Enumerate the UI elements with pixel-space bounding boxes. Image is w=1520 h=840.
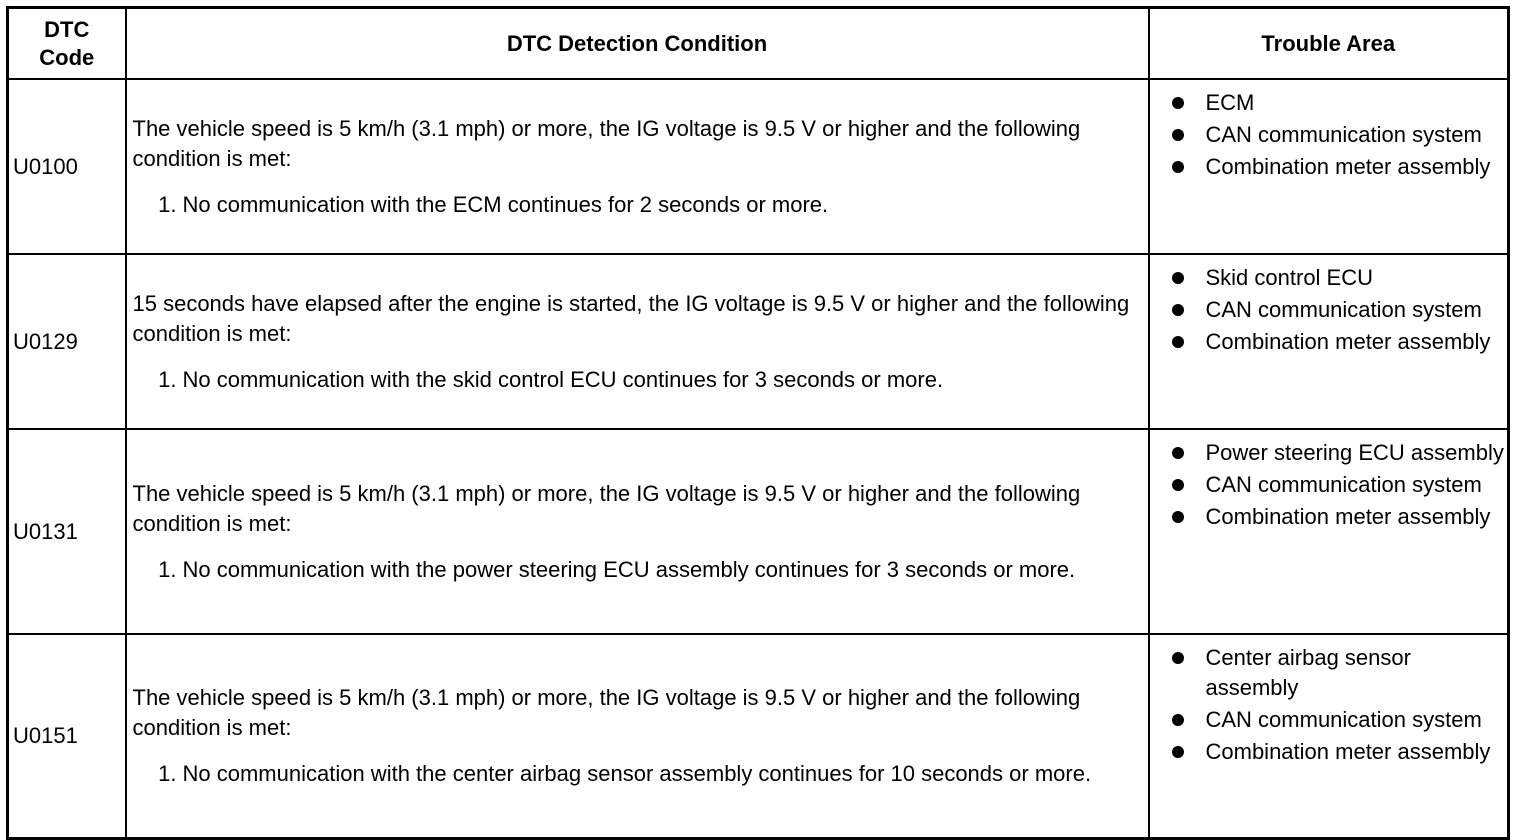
list-item: [1150, 438, 1508, 468]
trouble-area: [1149, 429, 1509, 634]
condition-steps: [133, 190, 1142, 220]
list-item: [1150, 502, 1508, 532]
condition-step: [133, 555, 1142, 585]
step-number: 1.: [158, 191, 177, 217]
dtc-code: U0100: [8, 79, 126, 254]
list-item: [1150, 470, 1508, 500]
step-text: No communication with the power steering ECU assembly continues for 3 seconds or more.: [182, 556, 1076, 582]
detection-condition: [126, 634, 1149, 839]
condition-intro: 15 seconds have elapsed after the engine is started, the IG voltage is 9.5 V or higher and the following condition is met:: [132, 290, 1130, 346]
header-dtc-code-label: DTC Code: [39, 16, 95, 70]
bullet-icon: [1150, 327, 1206, 357]
trouble-area-item: Combination meter assembly: [1205, 154, 1491, 179]
trouble-area-item: ECM: [1205, 90, 1255, 115]
header-row: [8, 8, 1509, 80]
dtc-code: U0131: [8, 429, 126, 634]
trouble-area: [1149, 79, 1509, 254]
header-detection-condition: DTC Detection Condition: [126, 8, 1149, 80]
bullet-icon: [1150, 152, 1206, 182]
condition-steps: [133, 365, 1142, 395]
bullet-icon: [1150, 120, 1206, 150]
trouble-area-item: Combination meter assembly: [1205, 739, 1491, 764]
table-row: [8, 79, 1509, 254]
list-item: [1150, 152, 1508, 182]
bullet-icon: [1150, 502, 1206, 532]
trouble-area: [1149, 634, 1509, 839]
detection-condition: [126, 79, 1149, 254]
step-number: 1.: [158, 761, 177, 786]
dtc-table: [6, 6, 1510, 840]
step-number: 1.: [158, 366, 177, 392]
trouble-area: [1149, 254, 1509, 429]
list-item: [1150, 120, 1508, 150]
bullet-icon: [1150, 470, 1206, 500]
trouble-area-item: CAN communication system: [1205, 122, 1482, 147]
bullet-icon: [1150, 263, 1206, 293]
list-item: [1150, 88, 1508, 118]
trouble-area-item: CAN communication system: [1205, 297, 1482, 322]
condition-steps: [133, 759, 1142, 789]
step-number: 1.: [158, 556, 177, 582]
trouble-area-item: Center airbag sensor assembly: [1205, 645, 1411, 700]
trouble-area-item: CAN communication system: [1205, 707, 1482, 732]
condition-step: [133, 190, 1142, 220]
detection-condition: [126, 254, 1149, 429]
trouble-area-item: Combination meter assembly: [1205, 504, 1491, 529]
list-item: [1150, 263, 1508, 293]
trouble-area-list: [1150, 438, 1508, 532]
trouble-area-list: [1150, 88, 1508, 182]
trouble-area-item: Power steering ECU assembly: [1205, 440, 1504, 465]
bullet-icon: [1150, 438, 1206, 468]
condition-intro: The vehicle speed is 5 km/h (3.1 mph) or more, the IG voltage is 9.5 V or higher and the following condition is met:: [132, 685, 1081, 740]
condition-intro: The vehicle speed is 5 km/h (3.1 mph) or more, the IG voltage is 9.5 V or higher and the following condition is met:: [132, 115, 1081, 171]
table-row: [8, 634, 1509, 839]
condition-intro: The vehicle speed is 5 km/h (3.1 mph) or more, the IG voltage is 9.5 V or higher and the following condition is met:: [132, 480, 1081, 536]
condition-step: [133, 365, 1142, 395]
bullet-icon: [1150, 737, 1206, 767]
list-item: [1150, 295, 1508, 325]
bullet-icon: [1150, 705, 1206, 735]
trouble-area-list: [1150, 263, 1508, 357]
step-text: No communication with the center airbag sensor assembly continues for 10 seconds or more.: [182, 761, 1092, 786]
bullet-icon: [1150, 295, 1206, 325]
list-item: [1150, 705, 1508, 735]
bullet-icon: [1150, 88, 1206, 118]
bullet-icon: [1150, 643, 1206, 703]
condition-steps: [133, 555, 1142, 585]
step-text: No communication with the skid control ECU continues for 3 seconds or more.: [182, 366, 944, 392]
header-trouble-area: Trouble Area: [1149, 8, 1509, 80]
list-item: [1150, 737, 1508, 767]
list-item: [1150, 327, 1508, 357]
condition-step: [133, 759, 1142, 789]
dtc-code: U0129: [8, 254, 126, 429]
list-item: [1150, 643, 1508, 703]
detection-condition: [126, 429, 1149, 634]
trouble-area-item: CAN communication system: [1205, 472, 1482, 497]
step-text: No communication with the ECM continues for 2 seconds or more.: [182, 191, 829, 217]
table-row: [8, 429, 1509, 634]
dtc-code: U0151: [8, 634, 126, 839]
header-dtc-code: [8, 8, 126, 80]
table-row: [8, 254, 1509, 429]
trouble-area-item: Combination meter assembly: [1205, 329, 1491, 354]
trouble-area-list: [1150, 643, 1508, 767]
trouble-area-item: Skid control ECU: [1205, 265, 1374, 290]
